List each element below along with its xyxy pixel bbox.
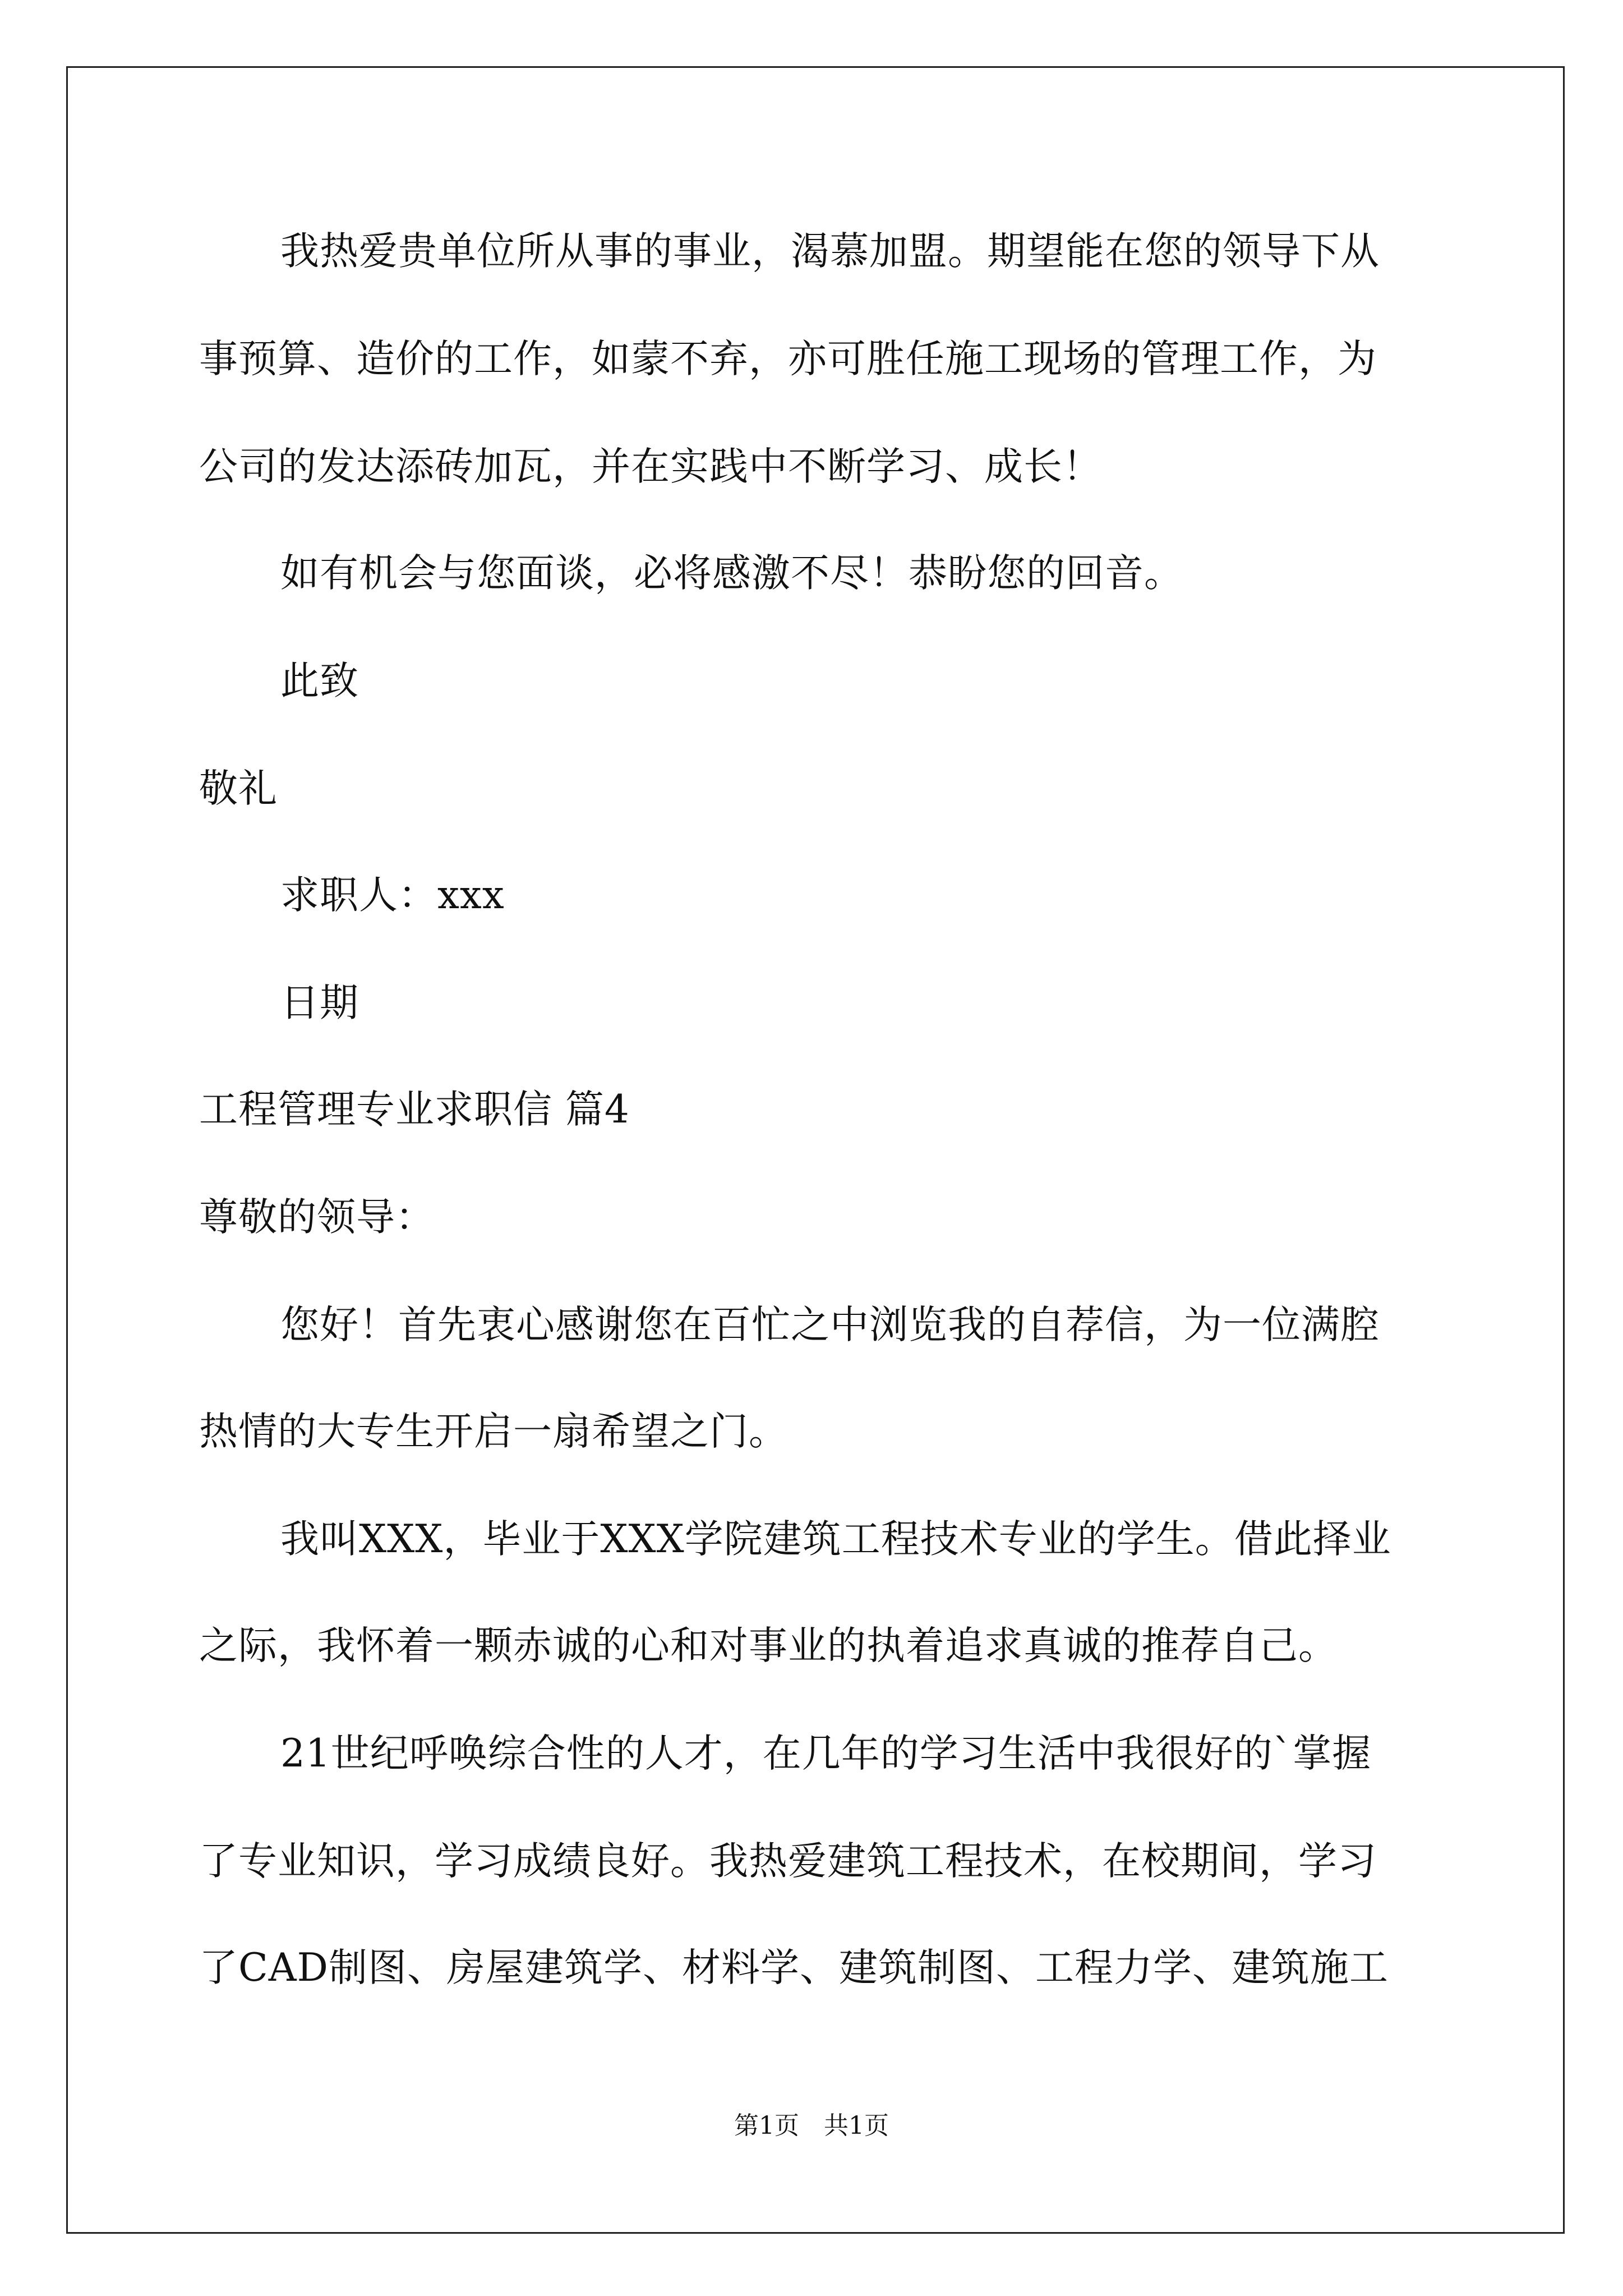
page-footer: 第1页 共1页 — [734, 2111, 889, 2140]
paragraph-line: 了CAD制图、房屋建筑学、材料学、建筑制图、工程力学、建筑施工 — [199, 1945, 1389, 1990]
paragraph-line: 公司的发达添砖加瓦，并在实践中不断学习、成长！ — [199, 444, 1102, 489]
section-title: 工程管理专业求职信 篇4 — [199, 1087, 630, 1132]
salutation-line: 敬礼 — [199, 766, 278, 811]
closing-line: 此致 — [280, 659, 359, 703]
paragraph-line: 了专业知识，学习成绩良好。我热爱建筑工程技术，在校期间，学习 — [199, 1839, 1377, 1884]
paragraph-line: 如有机会与您面谈，必将感激不尽！恭盼您的回音。 — [280, 551, 1183, 596]
paragraph-line: 21世纪呼唤综合性的人才，在几年的学习生活中我很好的`掌握 — [280, 1731, 1372, 1776]
paragraph-line: 事预算、造价的工作，如蒙不弃，亦可胜任施工现场的管理工作，为 — [199, 337, 1377, 381]
signature-line: 求职人：xxx — [280, 873, 505, 918]
paragraph-line: 您好！首先衷心感谢您在百忙之中浏览我的自荐信，为一位满腔 — [280, 1303, 1380, 1347]
paragraph-line: 我叫XXX，毕业于XXX学院建筑工程技术专业的学生。借此择业 — [280, 1517, 1391, 1562]
greeting-line: 尊敬的领导： — [199, 1195, 435, 1240]
paragraph-line: 热情的大专生开启一扇希望之门。 — [199, 1409, 788, 1454]
page-border — [66, 66, 1565, 2234]
date-line: 日期 — [280, 981, 359, 1025]
paragraph-line: 之际，我怀着一颗赤诚的心和对事业的执着追求真诚的推荐自己。 — [199, 1623, 1338, 1668]
paragraph-line: 我热爱贵单位所从事的事业，渴慕加盟。期望能在您的领导下从 — [280, 229, 1380, 274]
